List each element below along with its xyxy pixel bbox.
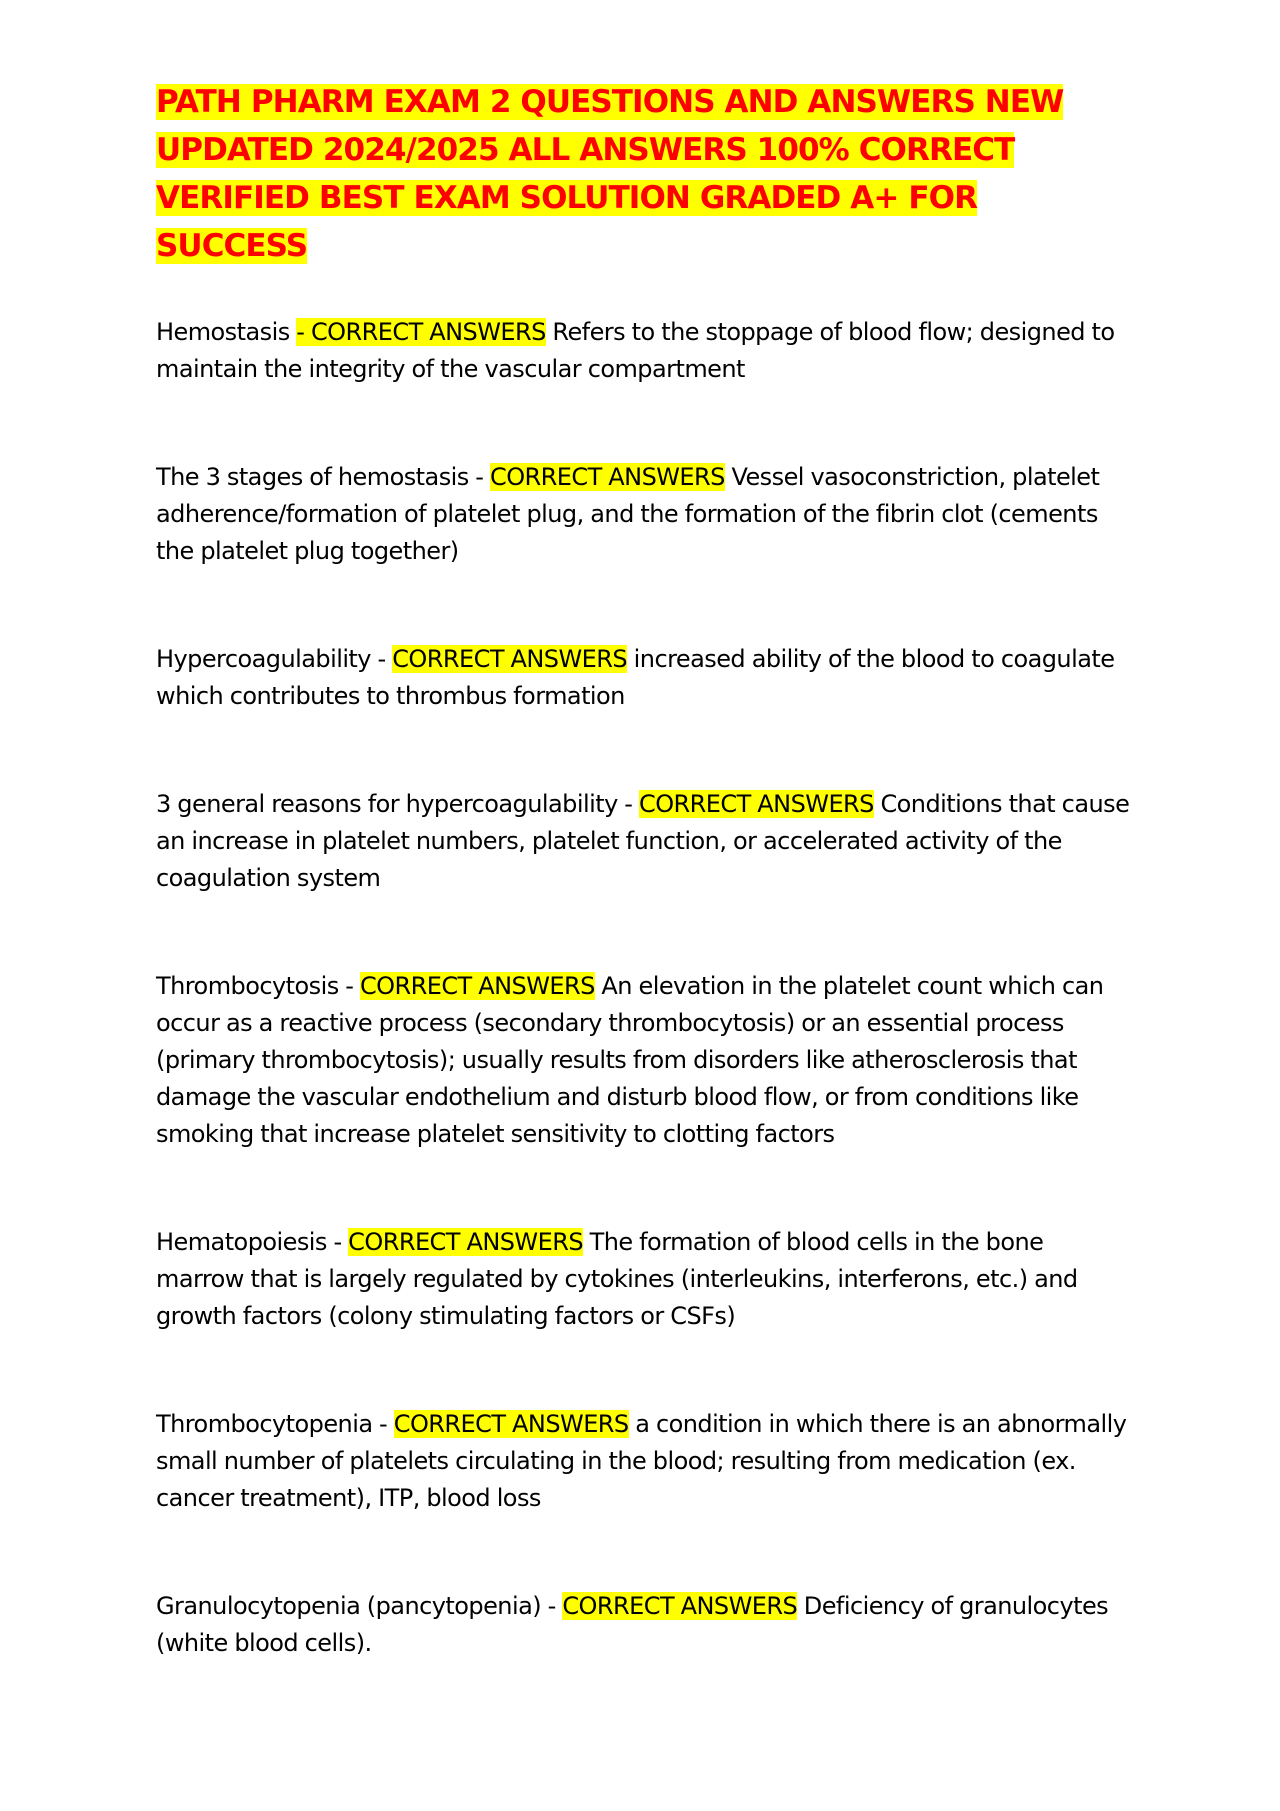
qa-entry-hemostasis xyxy=(156,314,1130,388)
qa-entry-hypercoagulability-reasons xyxy=(156,786,1130,897)
entry-term: Hematopoiesis - xyxy=(156,1228,349,1256)
entry-definition: Deficiency of granulocytes (white blood cells). xyxy=(156,1592,1109,1657)
entry-term: Granulocytopenia (pancytopenia) - xyxy=(156,1592,563,1620)
entry-term: Thrombocytosis - xyxy=(156,972,360,1000)
qa-entry-hematopoiesis xyxy=(156,1224,1130,1335)
entry-definition: a condition in which there is an abnormally small number of platelets circulating in the blood; resulting from medication (ex. cancer treatment), ITP, blood loss xyxy=(156,1410,1127,1512)
entry-definition: increased ability of the blood to coagulate which contributes to thrombus formation xyxy=(156,645,1115,710)
qa-entry-hypercoagulability xyxy=(156,641,1130,715)
entry-definition: Vessel vasoconstriction, platelet adherence/formation of platelet plug, and the formation of the fibrin clot (cements the platelet plug together) xyxy=(156,463,1100,565)
qa-entry-thrombocytosis xyxy=(156,968,1130,1153)
entry-term: Hemostasis xyxy=(156,318,297,346)
correct-answers-tag: CORRECT ANSWERS xyxy=(392,645,628,673)
entry-term: The 3 stages of hemostasis - xyxy=(156,463,490,491)
entry-definition: Refers to the stoppage of blood flow; designed to maintain the integrity of the vascular compartment xyxy=(156,318,1115,383)
entry-term: Hypercoagulability - xyxy=(156,645,393,673)
qa-entry-granulocytopenia xyxy=(156,1588,1130,1662)
entry-definition: The formation of blood cells in the bone marrow that is largely regulated by cytokines (interleukins, interferons, etc.) and growth factors (colony stimulating factors or CSFs) xyxy=(156,1228,1078,1330)
entry-definition: Conditions that cause an increase in platelet numbers, platelet function, or accelerated activity of the coagulation system xyxy=(156,790,1130,892)
qa-entry-thrombocytopenia xyxy=(156,1406,1130,1517)
document-title-text: PATH PHARM EXAM 2 QUESTIONS AND ANSWERS NEW UPDATED 2024/2025 ALL ANSWERS 100% CORRECT VERIFIED BEST EXAM SOLUTION GRADED A+ FOR SUCCESS xyxy=(156,84,1064,264)
entry-term: 3 general reasons for hypercoagulability - xyxy=(156,790,639,818)
correct-answers-tag: CORRECT ANSWERS xyxy=(489,463,725,491)
correct-answers-tag: CORRECT ANSWERS xyxy=(348,1228,584,1256)
entry-definition: An elevation in the platelet count which can occur as a reactive process (secondary thrombocytosis) or an essential process (primary thrombocytosis); usually results from disorders like atherosclerosis that damage the vascular endothelium and disturb blood flow, or from conditions like smoking that increase platelet sensitivity to clotting factors xyxy=(156,972,1104,1148)
correct-answers-tag: CORRECT ANSWERS xyxy=(359,972,595,1000)
correct-answers-tag: CORRECT ANSWERS xyxy=(393,1410,629,1438)
entry-term: Thrombocytopenia - xyxy=(156,1410,394,1438)
document-title xyxy=(156,78,1130,270)
correct-answers-tag: CORRECT ANSWERS xyxy=(562,1592,798,1620)
qa-entry-stages-of-hemostasis xyxy=(156,459,1130,570)
correct-answers-tag: CORRECT ANSWERS xyxy=(639,790,874,818)
correct-answers-tag: - CORRECT ANSWERS xyxy=(296,318,546,346)
